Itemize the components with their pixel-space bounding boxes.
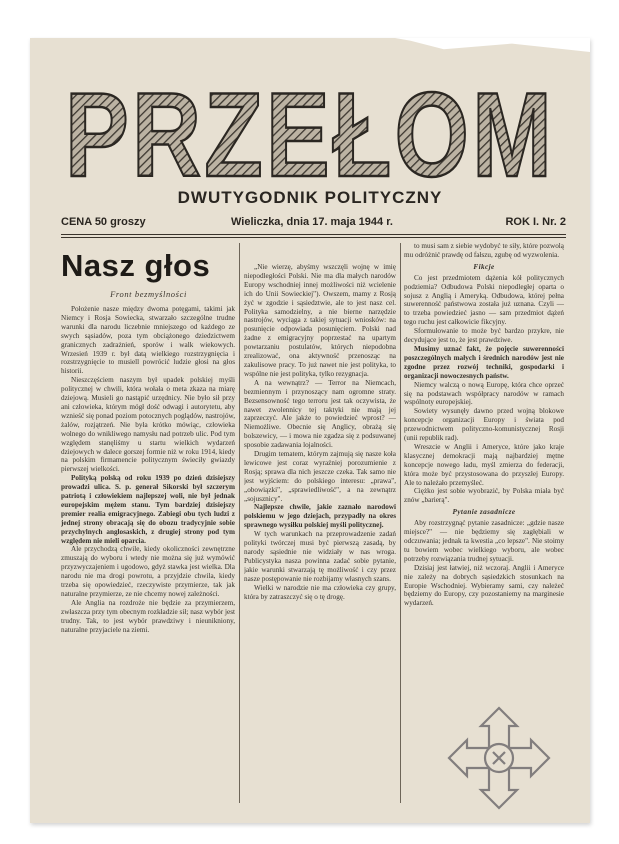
issue-info-bar [61,216,566,232]
article-paragraph: Niemcy walczą o nową Europę, która chce oprzeć się na podstawach współpracy narodów w ramach wspólnoty europejskiej. [404,380,564,407]
article-paragraph: Pytanie zasadnicze [452,508,516,517]
article-paragraph: Ciężko jest sobie wyobrazić, by Polska miała być znów „barierą". [404,487,564,505]
article-paragraph: to musi sam z siebie wydobyć te siły, które pozwolą mu odróżnić prawdę od fałszu, zgubę od wyzwolenia. [404,242,564,259]
article-paragraph: Najlepsze chwile, jakie zaznało narodowi polskiemu w jego dziejach, przypadły na okres sprawnego wysiłku polskiej myśli politycznej. [244,503,396,530]
article-paragraph: Aby rozstrzygnąć pytanie zasadnicze: „gdzie nasze miejsce?" — nie będziemy się zagłębiali w odczuwania; jednak ta kwestia „co lepsze". Nie stoimy tu bowiem wobec wielkiego wyboru, ale wobec potrzeby rozwiązania trudnej sytuacji. [404,519,564,563]
article-column-1 [61,305,235,823]
column-divider [400,243,401,803]
article-paragraph: Drugim tematem, którym zajmują się nasze koła lewicowe jest coraz wyraźniej porozumienie z Rosją; sprawa dla nich jeszcze czeka. Tak samo nie jest wyjściem: do polskiego interesu: „prawa", „obowiązki", „sprawiedliwość", a na zewnątrz „sojusznicy". [244,450,396,503]
article-paragraph: Sformułowanie to może być bardzo przykre, nie decydujące jest to, że jest prawdziwe. [404,327,564,345]
masthead-subtitle: DWUTYGODNIK POLITYCZNY [177,188,443,207]
ownership-stamp [435,696,565,823]
article-paragraph: Ale Anglia na rozdroże nie będzie za przymierzem, zwłaszcza przy tym obecnym rozkładzie sił; nasz wybór jest trudny. Tak, to jest wybór prawdziwy i nieunikniony, naturalne przyjaciele na ziemi. [61,598,235,634]
article-byline: Front bezmyślności [110,289,187,299]
article-paragraph: Wielki w narodzie nie ma człowieka czy grupy, która by zatraszczyć się o tę drogę. [244,583,396,601]
article-paragraph: Polityką polską od roku 1939 po dzień dzisiejszy prowadzi ulica. S. p. generał Sikorski był szczerym patriotą i człowiekiem najlepszej woli, nie był jednak europejskim mężem stanu. Tym bardziej dzisiejszy premier realia emigracyjnego. Zabiegi obu tych ludzi z jednej strony obracają się do obozu tradycyjnie sobie przychylnych anglosaskich, z drugiej strony pod tym względem nie mieli oparcia. [61,474,235,545]
article-paragraph: Położenie nasze między dwoma potęgami, takimi jak Niemcy i Rosja Sowiecka, stwarzało szczególne trudne warunki dla narodu liczebnie mniejszego od każdego ze swych sąsiadów, poza tym obciążonego dziedzictwem granicznych zadrażnień, sporów i walk wiekowych. Wrzesień 1939 r. był datą wielkiego rozstrzygnięcia i rozstrzygnięcie to musiell powrócić ludzie głosi na głos historii. [61,305,235,376]
article-paragraph: W tych warunkach na przeprowadzenie zadań polityki twórczej musi być pierwszą zasadą, by narody sąsiednie nie widziały w nas wroga. Publicystyka nasza powinna zadać sobie pytanie, jakie warunki stwarzają tę możliwość i czy przez nasze postępowanie nie rozbijamy własnych szans. [244,530,396,583]
article-column-2 [244,263,396,823]
dateline: Wieliczka, dnia 17. maja 1944 r. [231,216,393,228]
article-paragraph: Co jest przedmiotem dążenia kół politycznych podziemia? Odbudowa Polski niepodległej oparta o sojusz z Anglią i Ameryką. Odbudowa, której pełna suwerenność państwowa została już uznana. Czyli — to trzeba powiedzieć jasno — sam przedmiot dążeń tego ruchu jest całkowicie fikcyjny. [404,273,564,327]
article-paragraph: Musimy uznać fakt, że pojęcie suwerenności poszczególnych małych i średnich narodów jest nie zgodne przez rozwój techniki, gospodarki i organizacji nowoczesnych państw. [404,344,564,380]
article-headline: Nasz głos [61,248,211,283]
article-paragraph: „Nie wierzę, abyśmy wszczęli wojnę w imię niepodległości Polski. Nie ma dla małych narodów Europy wschodniej innej możliwości niż wcielenie ich do Unii Sowieckiej"). Owszem, mamy z Rosją żyć w zgodzie i sąsiedztwie, ale to jest nasz cel. Polityka samodzielny, a nie bierne narzędzie nastrojów, wyciąga z takiej sytuacji wniosków: na posunięcie odpowiada posunięciem. Polski nad żadne z emigracyjny poprzestać na upartym powtarzaniu postulatów, których niepodobna zrealizować, ona aktywność przenosząc na zakulisowe pracy. To już nawet nie jest polityka, to wspólne nie jest polityka, tylko rezygnacja. [244,263,396,378]
masthead-title-text: PRZEŁOM [65,68,555,186]
column-divider [239,243,240,803]
article-paragraph: Wreszcie w Anglii i Ameryce, które jako kraje klasycznej demokracji mają najbardziej mętne koncepcje nowego ładu, myśl zmierza do federacji, która może być przystosowana do przyszłej Europy. Ale to należało przemyśleć. [404,442,564,487]
newspaper-page [30,38,590,823]
masthead-title [60,68,560,186]
article-paragraph: A na wewnątrz? — Terror na Niemcach, bezmiennym i przynoszący nam ogromne straty. Bezsensowność tego terroru jest tak oczywista, że nawet zwolennicy tej taktyki nie mają jej zaprzeczyć. Ale jakże to powiedzieć wprost? — Niemożliwe. Obecnie się Anglicy, obrażą się bolszewicy, — i mowa nie zgadza się z podsuwanej sposobie zadawania lojalności. [244,378,396,450]
header-rule [61,234,566,235]
header-rule-thin [61,237,566,238]
torn-edge [395,38,590,52]
article-paragraph: Dzisiaj jest łatwiej, niż wczoraj. Anglii i Ameryce nie zależy na dobrych sąsiedzkich stosunkach na Europie Wschodniej. Wybieramy sami, czy należeć będziemy do Europy, czy pozostaniemy na marginesie wydarzeń. [404,563,564,608]
article-paragraph: Nieszczęściem naszym był upadek polskiej myśli politycznej w chwili, która wołała o meta zkaza na miarę dziejową. Musieli go nastąpić urzędnicy. Nie było sił przy ani człowieka, którym mógł dość odwagi i autorytetu, aby wznieść się ponad poziom potocznych poglądów, nastrojów, żalów, rozjątrzeń. Nie była krótko mówiąc, człowieka wolnego do wnikliwego namysłu nad potrzeb ulic. Pod tym względem stanęliśmy u startu wielkich wydarzeń dziejowych w dalece gorszej formie niż w roku 1914, kiedy na polskim firmamencie politycznym świeciły gwiazdy pierwszej wielkości. [61,376,235,474]
price-label: CENA 50 groszy [61,216,146,228]
issue-number: ROK I. Nr. 2 [505,216,566,228]
article-paragraph: Fikcje [473,262,495,271]
article-paragraph: Ale przychodzą chwile, kiedy okoliczności zewnętrzne zmuszają do wyboru i wtedy nie można się już wymówić przyzwyczajeniem i ugodowo, gdyż stawka jest wielka. Dla narodu nie ma drogi powrotu, a przyjdzie chwila, kiedy trzeba się opowiedzieć, rzeczywiste przymierze, tak jak naturalne przymierze, ze nie chcemy nowej zależności. [61,545,235,598]
article-paragraph: Sowiety wysunęły dawno przed wojną blokowe koncepcje organizacji Europy i świata pod przewodnictwem polityczno-komunistycznej Rosji (unii republik rad). [404,407,564,443]
